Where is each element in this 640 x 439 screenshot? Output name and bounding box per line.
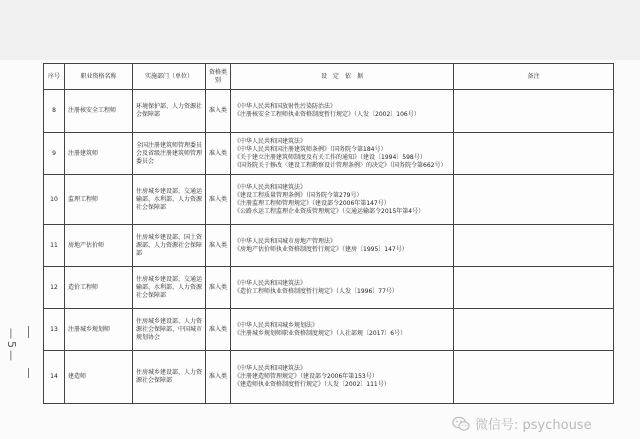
table-row [44, 175, 614, 225]
table-row [44, 133, 614, 175]
basis-line: 《造价工程师执业资格制度暂行规定》（人发〔1996〕77号） [234, 287, 398, 295]
basis-line: 《中华人民共和国建筑法》 [234, 137, 307, 145]
basis-line: 《建设工程质量管理条例》（国务院令第279号） [234, 191, 363, 199]
table-row [44, 309, 614, 351]
top-band [0, 0, 640, 60]
cell-category: 准入类 [206, 133, 231, 175]
basis-line: 《注册核安全工程师执业资格制度暂行规定》（人发〔2002〕106号） [234, 111, 420, 118]
header-basis: 设 定 依 据 [231, 64, 454, 90]
cell-department: 住房城乡建设部、交通运输部、水利部、人力资源社会保障部 [133, 267, 206, 309]
cell-department: 住房城乡建设部、人力资源社会保障部 [133, 351, 206, 404]
cell-basis [231, 309, 454, 351]
cell-num: 13 [44, 309, 65, 351]
cell-remark [454, 267, 614, 309]
cell-remark [454, 90, 614, 133]
basis-line: 《建造师执业资格制度暂行规定》（人发〔2002〕111号） [234, 381, 390, 388]
cell-department: 住房城乡建设部、国土资源部、人力资源社会保障部 [133, 225, 206, 267]
table-row [44, 90, 614, 133]
cell-remark [454, 175, 614, 225]
basis-line: 《公路水运工程监理企业资质管理规定》（交通运输部令2015年第4号） [234, 207, 425, 215]
cell-num: 10 [44, 175, 65, 225]
cell-qualification-name: 造价工程师 [65, 267, 133, 309]
basis-line: 《注册城乡规划师职业资格制度规定》（人社部规〔2017〕6号） [234, 329, 407, 337]
cell-basis [231, 90, 454, 133]
cell-basis [231, 267, 454, 309]
cell-category: 准入类 [206, 175, 231, 225]
wechat-icon [452, 416, 470, 432]
cell-basis [231, 351, 454, 404]
cell-num: 12 [44, 267, 65, 309]
page-number-rule-top [28, 326, 29, 338]
cell-department: 住房城乡建设部、交通运输部、水利部、人力资源社会保障部 [133, 175, 206, 225]
cell-qualification-name: 注册核安全工程师 [65, 90, 133, 133]
cell-basis [231, 133, 454, 175]
cell-category: 准入类 [206, 267, 231, 309]
cell-remark [454, 351, 614, 404]
cell-remark [454, 309, 614, 351]
cell-qualification-name: 房地产估价师 [65, 225, 133, 267]
cell-qualification-name: 注册城乡规划师 [65, 309, 133, 351]
basis-line: 《中华人民共和国城市房地产管理法》 [234, 237, 337, 245]
table-header-row [44, 64, 614, 90]
cell-category: 准入类 [206, 90, 231, 133]
watermark-text: 微信号: psychouse [475, 418, 592, 433]
cell-remark [454, 133, 614, 175]
cell-num: 14 [44, 351, 65, 404]
cell-qualification-name: 建造师 [65, 351, 133, 404]
page-number-rule-bottom [28, 368, 29, 378]
cell-remark [454, 225, 614, 267]
cell-basis [231, 175, 454, 225]
cell-qualification-name: 注册建筑师 [65, 133, 133, 175]
basis-line: 《中华人民共和国放射性污染防治法》 [234, 103, 337, 110]
header-name: 职业资格名称 [65, 64, 133, 90]
wechat-watermark [452, 414, 592, 433]
basis-line: 《中华人民共和国建筑法》 [234, 365, 307, 372]
table-row [44, 267, 614, 309]
qualification-table [43, 63, 614, 404]
basis-line: 《注册建造师管理规定》（建设部令2006年第153号） [234, 373, 378, 380]
cell-category: 准入类 [206, 309, 231, 351]
basis-line: 《中华人民共和国建筑法》 [234, 279, 307, 287]
cell-num: 11 [44, 225, 65, 267]
cell-category: 准入类 [206, 225, 231, 267]
cell-num: 8 [44, 90, 65, 133]
cell-basis [231, 225, 454, 267]
cell-category: 准入类 [206, 351, 231, 404]
basis-line: 《注册监理工程师管理规定》（建设部令2006年第147号） [234, 199, 390, 207]
basis-line: 《中华人民共和国建筑法》 [234, 183, 307, 191]
header-remark: 备注 [454, 64, 614, 90]
basis-line: 《中华人民共和国注册建筑师条例》（国务院令第184号） [234, 145, 387, 153]
table-row [44, 351, 614, 404]
cell-department: 住房城乡建设部、人力资源社会保障部、中国城市规划协会 [133, 309, 206, 351]
basis-line: 《国务院关于修改〈建设工程勘察设计管理条例〉的决定》（国务院令第662号） [234, 161, 447, 169]
cell-num: 9 [44, 133, 65, 175]
basis-line: 《关于建立注册建筑师制度及有关工作的通知》（建设〔1994〕598号） [234, 153, 426, 161]
table-row [44, 225, 614, 267]
cell-department: 全国注册建筑师管理委员会及省级注册建筑师管理委员会 [133, 133, 206, 175]
basis-line: 《中华人民共和国城乡规划法》 [234, 321, 319, 329]
basis-line: 《房地产估价师执业资格制度暂行规定》（建房〔1995〕147号） [234, 245, 408, 253]
header-dept: 实施部门（单位） [133, 64, 206, 90]
cell-qualification-name: 监理工程师 [65, 175, 133, 225]
header-type: 资格类别 [206, 64, 231, 90]
header-num: 序号 [44, 64, 65, 90]
page-number: —5— [5, 328, 18, 363]
cell-department: 环境保护部、人力资源社会保障部 [133, 90, 206, 133]
